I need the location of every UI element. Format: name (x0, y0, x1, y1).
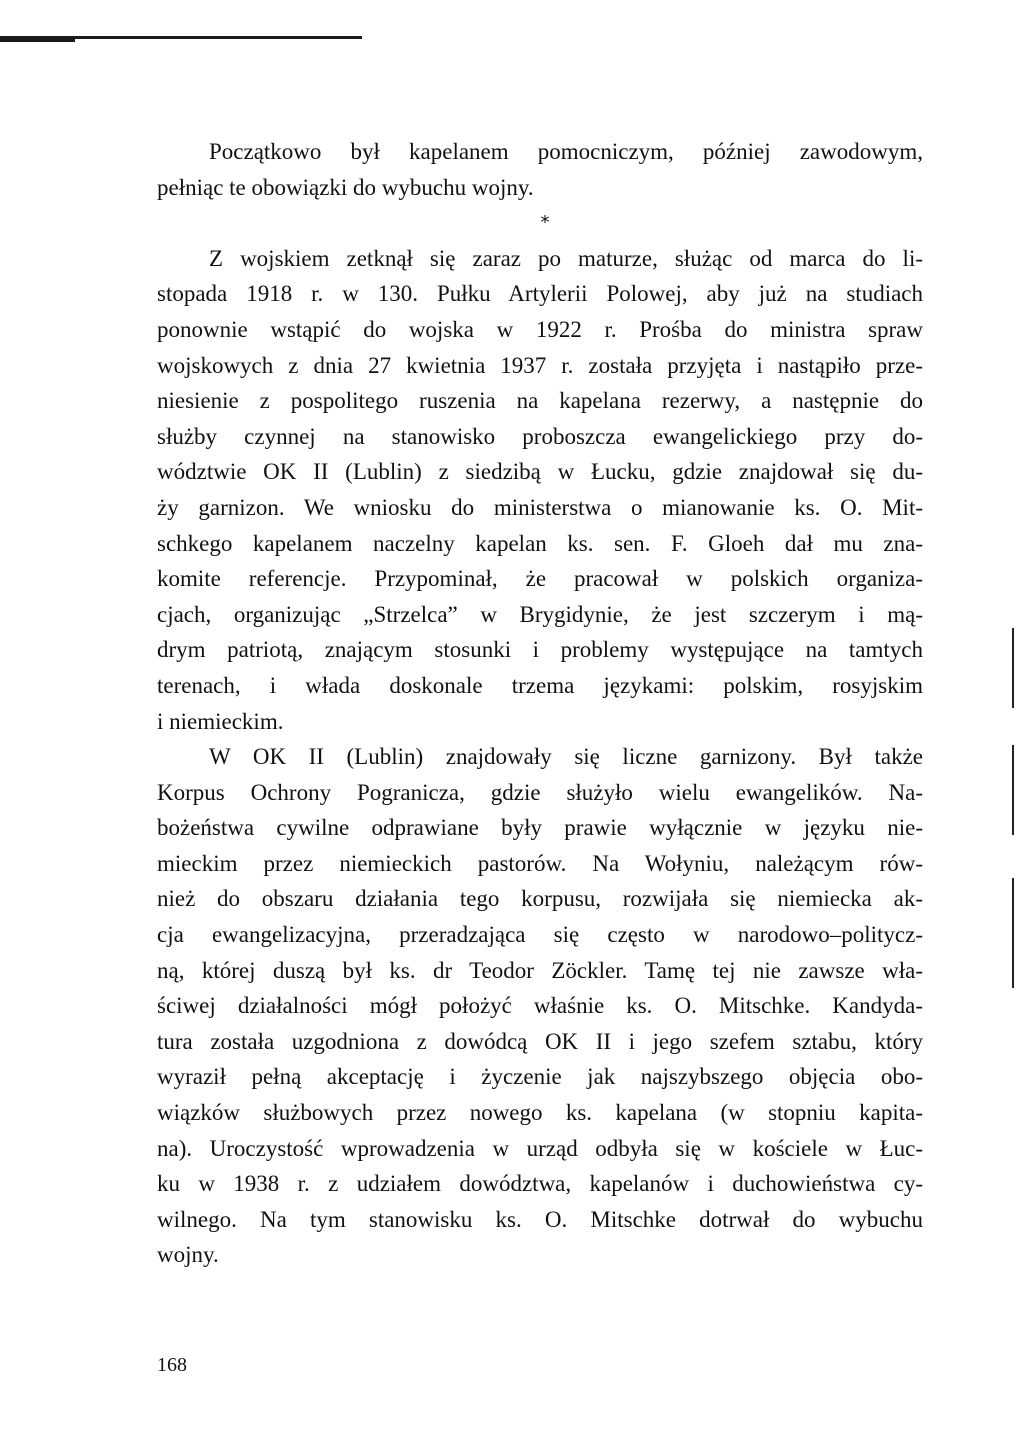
text-line: Z wojskiem zetknął się zaraz po maturze, służąc od marca do li- (209, 245, 923, 271)
text-line: terenach, i włada doskonale trzema językami: polskim, rosyjskim (157, 672, 923, 698)
body-text (157, 134, 923, 1273)
text-line: ściwej działalności mógł położyć właśnie ks. O. Mitschke. Kandyda- (157, 993, 923, 1019)
text-line: cja ewangelizacyjna, przeradzająca się często w narodowo–politycz- (157, 922, 923, 948)
text-line: ku w 1938 r. z udziałem dowództwa, kapelanów i duchowieństwa cy- (157, 1171, 923, 1197)
text-line: służby czynnej na stanowisko proboszcza ewangelickiego przy do- (157, 423, 923, 449)
text-line: drym patriotą, znającym stosunki i problemy występujące na tamtych (157, 637, 923, 663)
text-line: wilnego. Na tym stanowisku ks. O. Mitschke dotrwał do wybuchu (157, 1206, 923, 1232)
text-line: pełniąc te obowiązki do wybuchu wojny. (157, 174, 534, 200)
text-line: niesienie z pospolitego ruszenia na kapelana rezerwy, a następnie do (157, 388, 923, 414)
margin-mark (1012, 878, 1014, 988)
text-line: ponownie wstąpić do wojska w 1922 r. Prośba do ministra spraw (157, 316, 923, 342)
text-line: ną, której duszą był ks. dr Teodor Zöckler. Tamę tej nie zawsze wła- (157, 957, 923, 983)
text-line: ży garnizon. We wniosku do ministerstwa o mianowanie ks. O. Mit- (157, 494, 923, 520)
text-line: komite referencje. Przypominał, że pracował w polskich organiza- (157, 566, 923, 592)
margin-mark (1012, 628, 1014, 708)
page-number: 168 (157, 1354, 187, 1376)
text-line: Początkowo był kapelanem pomocniczym, później zawodowym, (209, 139, 923, 164)
text-line: wiązków służbowych przez nowego ks. kapelana (w stopniu kapita- (157, 1100, 923, 1126)
text-line: Korpus Ochrony Pogranicza, gdzie służyło wielu ewangelików. Na- (157, 779, 923, 805)
text-line: na). Uroczystość wprowadzenia w urząd odbyła się w kościele w Łuc- (157, 1135, 923, 1161)
text-line: W OK II (Lublin) znajdowały się liczne garnizony. Był także (209, 744, 923, 770)
text-line: cjach, organizując „Strzelca” w Brygidynie, że jest szczerym i mą- (157, 601, 923, 627)
text-line: wództwie OK II (Lublin) z siedzibą w Łucku, gdzie znajdował się du- (157, 459, 923, 485)
text-line: i niemieckim. (157, 708, 284, 734)
text-line: stopada 1918 r. w 130. Pułku Artylerii Polowej, aby już na studiach (157, 281, 923, 307)
scan-edge-rule (0, 36, 362, 39)
text-line: nież do obszaru działania tego korpusu, rozwijała się niemiecka ak- (157, 886, 923, 912)
text-line: tura została uzgodniona z dowódcą OK II i jego szefem sztabu, który (157, 1028, 923, 1054)
margin-mark (1012, 745, 1014, 835)
text-line: wyraził pełną akceptację i życzenie jak najszybszego objęcia obo- (157, 1064, 923, 1090)
text-line: wojny. (157, 1242, 219, 1268)
section-separator: * (540, 212, 550, 234)
text-line: mieckim przez niemieckich pastorów. Na Wołyniu, należącym rów- (157, 850, 923, 876)
text-line: bożeństwa cywilne odprawiane były prawie wyłącznie w języku nie- (157, 815, 923, 841)
text-line: wojskowych z dnia 27 kwietnia 1937 r. została przyjęta i nastąpiło prze- (157, 352, 923, 378)
text-line: schkego kapelanem naczelny kapelan ks. sen. F. Gloeh dał mu zna- (157, 530, 923, 556)
